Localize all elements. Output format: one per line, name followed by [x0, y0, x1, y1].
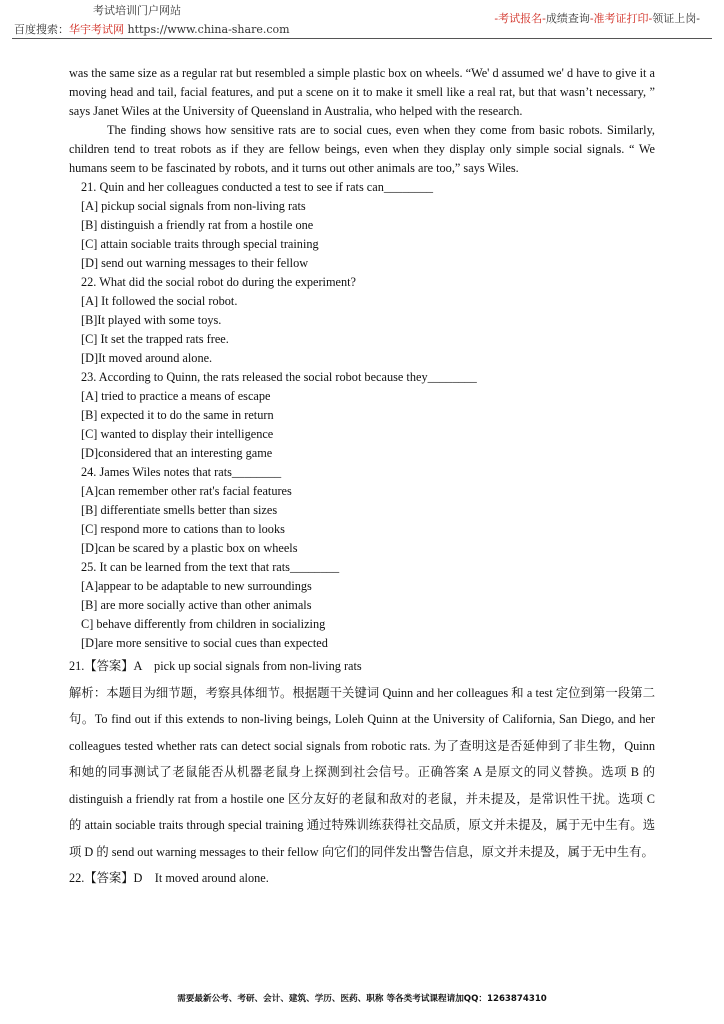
- footer-contact: 需要最新公考、考研、会计、建筑、学历、医药、职称 等各类考试课程请加QQ：1263874310: [177, 994, 547, 1004]
- question-option: [D]It moved around alone.: [81, 351, 213, 365]
- question-stem: 23. According to Quinn, the rats released the social robot because they________: [81, 370, 477, 384]
- question-option: [A] tried to practice a means of escape: [81, 389, 271, 403]
- question-25: [69, 558, 655, 653]
- question-option: [B]It played with some toys.: [81, 313, 222, 327]
- answer-21-explanation: 解析：本题目为细节题，考察具体细节。根据题干关键词 Quinn and her colleagues 和 a test 定位到第一段第二句。To find out if this extends to non-living beings, Loleh Quinn at the University of California, San Diego, and her colleagues tested whether rats can detect social signals from robotic rats. 为了查明这是否延伸到了非生物，Quinn 和她的同事测试了老鼠能否从机器老鼠身上探测到社会信号。正确答案 A 是原文的同义替换。选项 B 的 distinguish a friendly rat from a hostile one 区分友好的老鼠和敌对的老鼠，并未提及，是常识性干扰。选项 C 的 attain sociable traits through special training 通过特殊训练获得社交品质，原文并未提及，属于无中生有。选项 D 的 send out warning messages to their fellow 向它们的同伴发出警告信息，原文并未提及，属于无中生有。: [69, 685, 655, 859]
- question-option: [D]can be scared by a plastic box on wheels: [81, 541, 298, 555]
- question-option: [A]appear to be adaptable to new surroundings: [81, 579, 312, 593]
- document-body: [69, 64, 655, 892]
- header-link-scores[interactable]: 成绩查询: [545, 12, 590, 25]
- question-stem: 22. What did the social robot do during the experiment?: [81, 275, 357, 289]
- question-option: [C] wanted to display their intelligence: [81, 427, 274, 441]
- header-divider: [12, 38, 712, 39]
- question-option: [C] respond more to cations than to looks: [81, 522, 285, 536]
- question-option: [C] attain sociable traits through special training: [81, 237, 319, 251]
- question-option: [A]can remember other rat's facial features: [81, 484, 292, 498]
- passage-paragraph: was the same size as a regular rat but resembled a simple plastic box on wheels. “We' d assumed we' d have to give it a moving head and tail, facial features, and put a scene on it to make it smell like a real rat, but that wasn’t necessary, ” says Janet Wiles at the University of Queensland in Australia, who helped with the research.: [69, 66, 655, 118]
- question-22: [69, 273, 655, 368]
- question-stem: 24. James Wiles notes that rats________: [81, 465, 282, 479]
- header-link-registration[interactable]: -考试报名-: [494, 12, 546, 25]
- question-option: [A] It followed the social robot.: [81, 294, 238, 308]
- question-option: [D]considered that an interesting game: [81, 446, 273, 460]
- passage-paragraph: The finding shows how sensitive rats are to social cues, even when they come from basic robots. Similarly, children tend to treat robots as if they are fellow beings, even when they display only simple social signals. “ We humans seem to be fascinated by robots, and it turns out other animals are too,” says Wiles.: [69, 123, 655, 175]
- answer-21: 21.【答案】A pick up social signals from non-living rats: [69, 659, 362, 673]
- brand-link[interactable]: 华宇考试网: [69, 23, 124, 36]
- header-link-admission-ticket[interactable]: -准考证打印-: [589, 12, 653, 25]
- question-option: [B] are more socially active than other animals: [81, 598, 312, 612]
- question-stem: 21. Quin and her colleagues conducted a test to see if rats can________: [81, 180, 434, 194]
- question-24: [69, 463, 655, 558]
- answer-22: 22.【答案】D It moved around alone.: [69, 871, 269, 885]
- question-21: [69, 178, 655, 273]
- question-stem: 25. It can be learned from the text that rats________: [81, 560, 340, 574]
- search-prefix: 百度搜索：: [14, 23, 69, 36]
- question-option: [D]are more sensitive to social cues than expected: [81, 636, 328, 650]
- question-option: [D] send out warning messages to their fellow: [81, 256, 309, 270]
- question-option: [B] differentiate smells better than sizes: [81, 503, 278, 517]
- question-23: [69, 368, 655, 463]
- header-link-certificate[interactable]: 领证上岗-: [652, 12, 700, 25]
- header-site-title: 考试培训门户网站: [93, 4, 181, 17]
- question-option: [B] expected it to do the same in return: [81, 408, 274, 422]
- answer-section: [69, 653, 655, 892]
- header-links: [494, 10, 700, 26]
- question-option: [C] It set the trapped rats free.: [81, 332, 229, 346]
- question-option: [B] distinguish a friendly rat from a hostile one: [81, 218, 314, 232]
- question-option: C] behave differently from children in socializing: [81, 617, 326, 631]
- site-url[interactable]: https://www.china-share.com: [127, 23, 290, 36]
- header-search-line: [14, 21, 290, 37]
- question-option: [A] pickup social signals from non-living rats: [81, 199, 306, 213]
